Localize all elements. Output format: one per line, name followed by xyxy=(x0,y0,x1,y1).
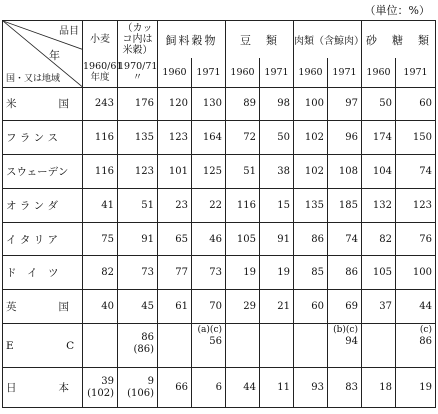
cell: 77 xyxy=(158,256,192,290)
cell: 37 xyxy=(362,290,396,324)
cell: 85 xyxy=(294,256,328,290)
cell: 19 xyxy=(396,368,436,408)
japan-wheat-1970: 9 xyxy=(147,375,154,387)
cell xyxy=(158,324,192,368)
cell: 98 xyxy=(260,87,294,121)
table-row xyxy=(3,256,436,290)
cell: 86 xyxy=(328,256,362,290)
corner-country-label: 国・又は地域 xyxy=(6,73,61,84)
cell xyxy=(83,368,118,408)
cell: 60 xyxy=(396,87,436,121)
corner-header-cell xyxy=(3,21,83,88)
table-row xyxy=(3,290,436,324)
cell: 44 xyxy=(226,368,260,408)
cell: 116 xyxy=(226,188,260,222)
country-france: フ ラ ン ス xyxy=(3,121,83,155)
cell: 6 xyxy=(192,368,226,408)
cell: 51 xyxy=(226,155,260,189)
country-us: 米 国 xyxy=(3,87,83,121)
cell: 150 xyxy=(396,121,436,155)
country-sweden: スウェーデン xyxy=(3,155,83,189)
country-uk: 英 国 xyxy=(3,290,83,324)
cell: 86 xyxy=(294,222,328,256)
table-row xyxy=(3,188,436,222)
table-row-ec xyxy=(3,324,436,368)
ec-feed-note: (a)(c) xyxy=(197,325,222,335)
cell xyxy=(118,324,158,368)
country-japan: 日 本 xyxy=(3,368,83,408)
cell: 135 xyxy=(118,121,158,155)
cell: 72 xyxy=(226,121,260,155)
cell: 65 xyxy=(158,222,192,256)
year-beans-1971: 1971 xyxy=(260,58,294,87)
cell: 116 xyxy=(83,155,118,189)
cell xyxy=(328,324,362,368)
cell: 120 xyxy=(158,87,192,121)
year-feed-1960: 1960 xyxy=(158,58,192,87)
ec-meat-note: (b)(c) xyxy=(333,325,358,335)
cell: 70 xyxy=(192,290,226,324)
cell: 60 xyxy=(294,290,328,324)
year-sugar-1971: 1971 xyxy=(396,58,436,87)
cell: 41 xyxy=(83,188,118,222)
japan-rice-1960: (102) xyxy=(87,387,114,399)
cell: 91 xyxy=(260,222,294,256)
cell: 102 xyxy=(294,155,328,189)
cell xyxy=(260,324,294,368)
table-row xyxy=(3,87,436,121)
country-netherlands: オ ラ ン ダ xyxy=(3,188,83,222)
cell: 100 xyxy=(396,256,436,290)
cell: 101 xyxy=(158,155,192,189)
ec-feed-1971: 56 xyxy=(209,336,222,347)
cell: 19 xyxy=(226,256,260,290)
cell xyxy=(118,368,158,408)
cell: 38 xyxy=(260,155,294,189)
cell: 89 xyxy=(226,87,260,121)
cell: 50 xyxy=(260,121,294,155)
cell: 29 xyxy=(226,290,260,324)
year-sugar-1960: 1960 xyxy=(362,58,396,87)
cell: 174 xyxy=(362,121,396,155)
cell: 130 xyxy=(192,87,226,121)
cell: 108 xyxy=(328,155,362,189)
cell: 243 xyxy=(83,87,118,121)
cell: 104 xyxy=(362,155,396,189)
cell: 105 xyxy=(226,222,260,256)
cell: 96 xyxy=(328,121,362,155)
ec-meat-1971: 94 xyxy=(345,336,358,347)
cell xyxy=(192,324,226,368)
year-meat-1960: 1960 xyxy=(294,58,328,87)
country-ec: E C xyxy=(3,324,83,368)
cell: 50 xyxy=(362,87,396,121)
cell: 66 xyxy=(158,368,192,408)
cell xyxy=(396,324,436,368)
corner-item-label: 品目 xyxy=(59,26,79,37)
ec-rice-1970: (86) xyxy=(133,344,154,355)
cell: 93 xyxy=(294,368,328,408)
ec-wheat-1970: 86 xyxy=(141,332,154,343)
country-italy: イ タ リ ア xyxy=(3,222,83,256)
year-feed-1971: 1971 xyxy=(192,58,226,87)
cell xyxy=(362,324,396,368)
cell: 19 xyxy=(260,256,294,290)
cell: 75 xyxy=(83,222,118,256)
cell xyxy=(294,324,328,368)
col-feed-header: 飼料穀物 xyxy=(158,21,226,59)
cell: 46 xyxy=(192,222,226,256)
cell: 123 xyxy=(118,155,158,189)
table-row xyxy=(3,121,436,155)
cell: 125 xyxy=(192,155,226,189)
cell: 40 xyxy=(83,290,118,324)
cell: 18 xyxy=(362,368,396,408)
cell: 105 xyxy=(362,256,396,290)
cell: 76 xyxy=(396,222,436,256)
table-row xyxy=(3,222,436,256)
col-rice-header: （カッコ内は米穀） xyxy=(118,21,158,59)
cell: 44 xyxy=(396,290,436,324)
corner-year-label: 年 xyxy=(49,49,60,62)
cell: 102 xyxy=(294,121,328,155)
cell: 185 xyxy=(328,188,362,222)
table-row xyxy=(3,155,436,189)
cell: 83 xyxy=(328,368,362,408)
japan-rice-1970: (106) xyxy=(127,387,154,399)
cell: 15 xyxy=(260,188,294,222)
cell: 82 xyxy=(362,222,396,256)
cell: 123 xyxy=(396,188,436,222)
year-wheat-1960: 1960/61 年度 xyxy=(83,58,118,87)
cell: 69 xyxy=(328,290,362,324)
cell: 73 xyxy=(192,256,226,290)
ec-sugar-1971: 86 xyxy=(419,336,432,347)
header-row xyxy=(3,21,436,59)
cell: 21 xyxy=(260,290,294,324)
cell: 100 xyxy=(294,87,328,121)
col-beans-header: 豆 類 xyxy=(226,21,294,59)
cell: 45 xyxy=(118,290,158,324)
ec-sugar-note: (c) xyxy=(419,325,432,335)
cell: 123 xyxy=(158,121,192,155)
year-wheat-1970: 1970/71 〃 xyxy=(118,58,158,87)
self-sufficiency-table xyxy=(2,20,436,408)
cell: 51 xyxy=(118,188,158,222)
col-wheat-header: 小麦 xyxy=(83,21,118,59)
cell xyxy=(83,324,118,368)
cell: 91 xyxy=(118,222,158,256)
cell: 116 xyxy=(83,121,118,155)
cell: 73 xyxy=(118,256,158,290)
year-meat-1971: 1971 xyxy=(328,58,362,87)
cell: 23 xyxy=(158,188,192,222)
unit-note: （単位：%） xyxy=(364,4,430,17)
cell: 74 xyxy=(396,155,436,189)
cell: 11 xyxy=(260,368,294,408)
cell xyxy=(226,324,260,368)
cell: 164 xyxy=(192,121,226,155)
country-germany: ド イ ツ xyxy=(3,256,83,290)
cell: 132 xyxy=(362,188,396,222)
cell: 176 xyxy=(118,87,158,121)
col-meat-header: 肉類（含鯨肉） xyxy=(294,21,362,59)
cell: 74 xyxy=(328,222,362,256)
cell: 61 xyxy=(158,290,192,324)
table-row-japan xyxy=(3,368,436,408)
cell: 82 xyxy=(83,256,118,290)
col-sugar-header: 砂 糖 類 xyxy=(362,21,436,59)
cell: 97 xyxy=(328,87,362,121)
cell: 135 xyxy=(294,188,328,222)
japan-wheat-1960: 39 xyxy=(101,375,114,387)
cell: 22 xyxy=(192,188,226,222)
year-beans-1960: 1960 xyxy=(226,58,260,87)
